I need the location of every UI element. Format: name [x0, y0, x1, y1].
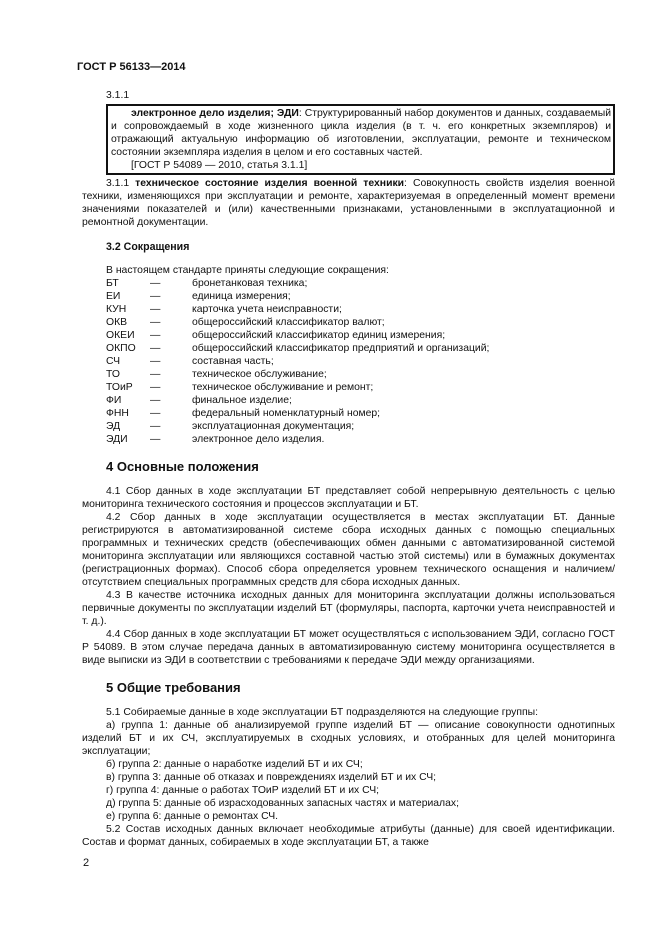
abbreviation-row — [106, 355, 615, 368]
abbreviation-code: ТОиР — [106, 382, 133, 393]
abbreviation-text: финальное изделие; — [192, 395, 292, 406]
abbreviation-dash: — — [150, 369, 161, 380]
page-number: 2 — [83, 857, 90, 869]
abbreviation-text: составная часть; — [192, 356, 274, 367]
abbreviation-row — [106, 329, 615, 342]
term-tech-state-number: 3.1.1 — [106, 178, 136, 189]
abbreviations-intro: В настоящем стандарте приняты следующие сокращения: — [106, 265, 389, 276]
abbreviation-dash: — — [150, 395, 161, 406]
abbreviation-row — [106, 303, 615, 316]
abbreviation-code: СЧ — [106, 356, 121, 367]
paragraph-4-2: 4.2 Сбор данных в ходе эксплуатации осуществляется в местах эксплуатации БТ. Данные регистрируются в автоматизированной системе сбора исходных данных с помощью специальных программных и технических средств (обеспечивающих обмен данными с автоматизированной системой мониторинга эксплуатации или являющихся составной частью этой системы) или в бумажных документах (регистрационных формах). Способ сбора определяется уровнем технического оснащения и наличием/отсутствием специальных программных средств для сбора исходных данных. — [82, 512, 615, 588]
abbreviation-dash: — — [150, 421, 161, 432]
abbreviation-code: ФИ — [106, 395, 122, 406]
term-definition-box — [106, 104, 615, 175]
abbreviation-dash: — — [150, 356, 161, 367]
abbreviation-row — [106, 407, 615, 420]
abbreviation-code: ЕИ — [106, 291, 121, 302]
abbreviation-dash: — — [150, 434, 161, 445]
abbreviation-dash: — — [150, 278, 161, 289]
section-4-title: 4 Основные положения — [106, 459, 259, 474]
boxed-definition-text: : Структурированный набор документов и данных, создаваемый и сопровождаемый в ходе жизненного цикла изделия (в т. ч. его конкретных экземпляров) и отражающий актуальную информацию об изготовлении, эксплуатации, ремонте и техническом состоянии экземпляра изделия в целом и его составных частей. — [111, 108, 611, 158]
abbreviation-text: техническое обслуживание и ремонт; — [192, 382, 374, 393]
abbreviation-row — [106, 368, 615, 381]
abbreviation-code: ЭДИ — [106, 434, 128, 445]
page-content — [82, 89, 615, 849]
abbreviation-row — [106, 381, 615, 394]
abbreviation-dash: — — [150, 343, 161, 354]
paragraph-5-2: 5.2 Состав исходных данных включает необходимые атрибуты (данные) для своей идентификации. Состав и формат данных, собираемых в ходе эксплуатации БТ, а также — [82, 824, 615, 848]
abbreviation-code: КУН — [106, 304, 127, 315]
group-item: а) группа 1: данные об анализируемой группе изделий БТ — описание совокупности однотипных изделий БТ и их СЧ, эксплуатируемых в сходных условиях, и отобранных для целей мониторинга эксплуатации; — [82, 720, 615, 757]
abbreviation-code: БТ — [106, 278, 119, 289]
abbreviation-dash: — — [150, 317, 161, 328]
abbreviation-text: карточка учета неисправности; — [192, 304, 342, 315]
boxed-definition — [111, 107, 611, 159]
abbreviation-text: электронное дело изделия. — [192, 434, 325, 445]
paragraph-4-3: 4.3 В качестве источника исходных данных для мониторинга эксплуатации должны использоваться первичные документы по эксплуатации изделий БТ (формуляры, паспорта, карточки учета неисправностей и т. д.). — [82, 590, 615, 627]
abbreviation-row — [106, 420, 615, 433]
term-tech-state-definition: : Совокупность свойств изделия военной техники, изменяющихся при эксплуатации и ремонте, характеризуемая в определенный момент времени значениями показателей и (или) качественными признаками, установленными в эксплуатационной и ремонтной документации. — [82, 178, 615, 228]
abbreviation-row — [106, 316, 615, 329]
abbreviation-code: ЭД — [106, 421, 121, 432]
abbreviation-row — [106, 433, 615, 446]
abbreviation-code: ФНН — [106, 408, 129, 419]
abbreviation-text: федеральный номенклатурный номер; — [192, 408, 381, 419]
boxed-reference: [ГОСТ Р 54089 — 2010, статья 3.1.1] — [131, 160, 308, 171]
abbreviation-dash: — — [150, 330, 161, 341]
abbreviation-row — [106, 394, 615, 407]
group-item: д) группа 5: данные об израсходованных запасных частях и материалах; — [106, 798, 459, 809]
group-item: б) группа 2: данные о наработке изделий БТ и их СЧ; — [106, 759, 363, 770]
paragraph-4-1: 4.1 Сбор данных в ходе эксплуатации БТ представляет собой непрерывную деятельность с целью мониторинга технического состояния и процессов эксплуатации и БТ. — [82, 486, 615, 510]
abbreviation-dash: — — [150, 382, 161, 393]
group-item: г) группа 4: данные о работах ТОиР изделий БТ и их СЧ; — [106, 785, 380, 796]
abbreviation-code: ТО — [106, 369, 120, 380]
abbreviation-text: единица измерения; — [192, 291, 291, 302]
abbreviation-code: ОКВ — [106, 317, 128, 328]
boxed-term: электронное дело изделия; ЭДИ — [131, 108, 299, 119]
paragraph-5-1: 5.1 Собираемые данные в ходе эксплуатации БТ подразделяются на следующие группы: — [106, 707, 538, 718]
abbreviation-text: техническое обслуживание; — [192, 369, 327, 380]
term-tech-state-term: техническое состояние изделия военной техники — [135, 178, 405, 189]
section-3-2-title: 3.2 Сокращения — [106, 241, 190, 253]
document-header: ГОСТ Р 56133—2014 — [77, 61, 186, 73]
abbreviation-dash: — — [150, 408, 161, 419]
abbreviation-dash: — — [150, 291, 161, 302]
abbreviation-code: ОКЕИ — [106, 330, 135, 341]
abbreviation-text: бронетанковая техника; — [192, 278, 308, 289]
abbreviation-text: эксплуатационная документация; — [192, 421, 355, 432]
paragraph-4-4: 4.4 Сбор данных в ходе эксплуатации БТ может осуществляться с использованием ЭДИ, согласно ГОСТ Р 54089. В этом случае передача данных в автоматизированную систему мониторинга осуществляется в виде выписки из ЭДИ в соответствии с требованиями к передаче ЭДИ между организациями. — [82, 629, 615, 666]
abbreviation-text: общероссийский классификатор единиц измерения; — [192, 330, 446, 341]
abbreviation-dash: — — [150, 304, 161, 315]
group-item: е) группа 6: данные о ремонтах СЧ. — [106, 811, 279, 822]
group-item: в) группа 3: данные об отказах и повреждениях изделий БТ и их СЧ; — [106, 772, 437, 783]
abbreviation-row — [106, 290, 615, 303]
abbreviation-text: общероссийский классификатор валют; — [192, 317, 385, 328]
term-tech-state — [82, 177, 615, 229]
abbreviation-code: ОКПО — [106, 343, 136, 354]
boxed-term-number: 3.1.1 — [106, 90, 130, 101]
abbreviation-row — [106, 342, 615, 355]
abbreviation-text: общероссийский классификатор предприятий и организаций; — [192, 343, 490, 354]
abbreviation-row — [106, 277, 615, 290]
section-5-title: 5 Общие требования — [106, 680, 241, 695]
abbreviations-list — [106, 277, 615, 446]
